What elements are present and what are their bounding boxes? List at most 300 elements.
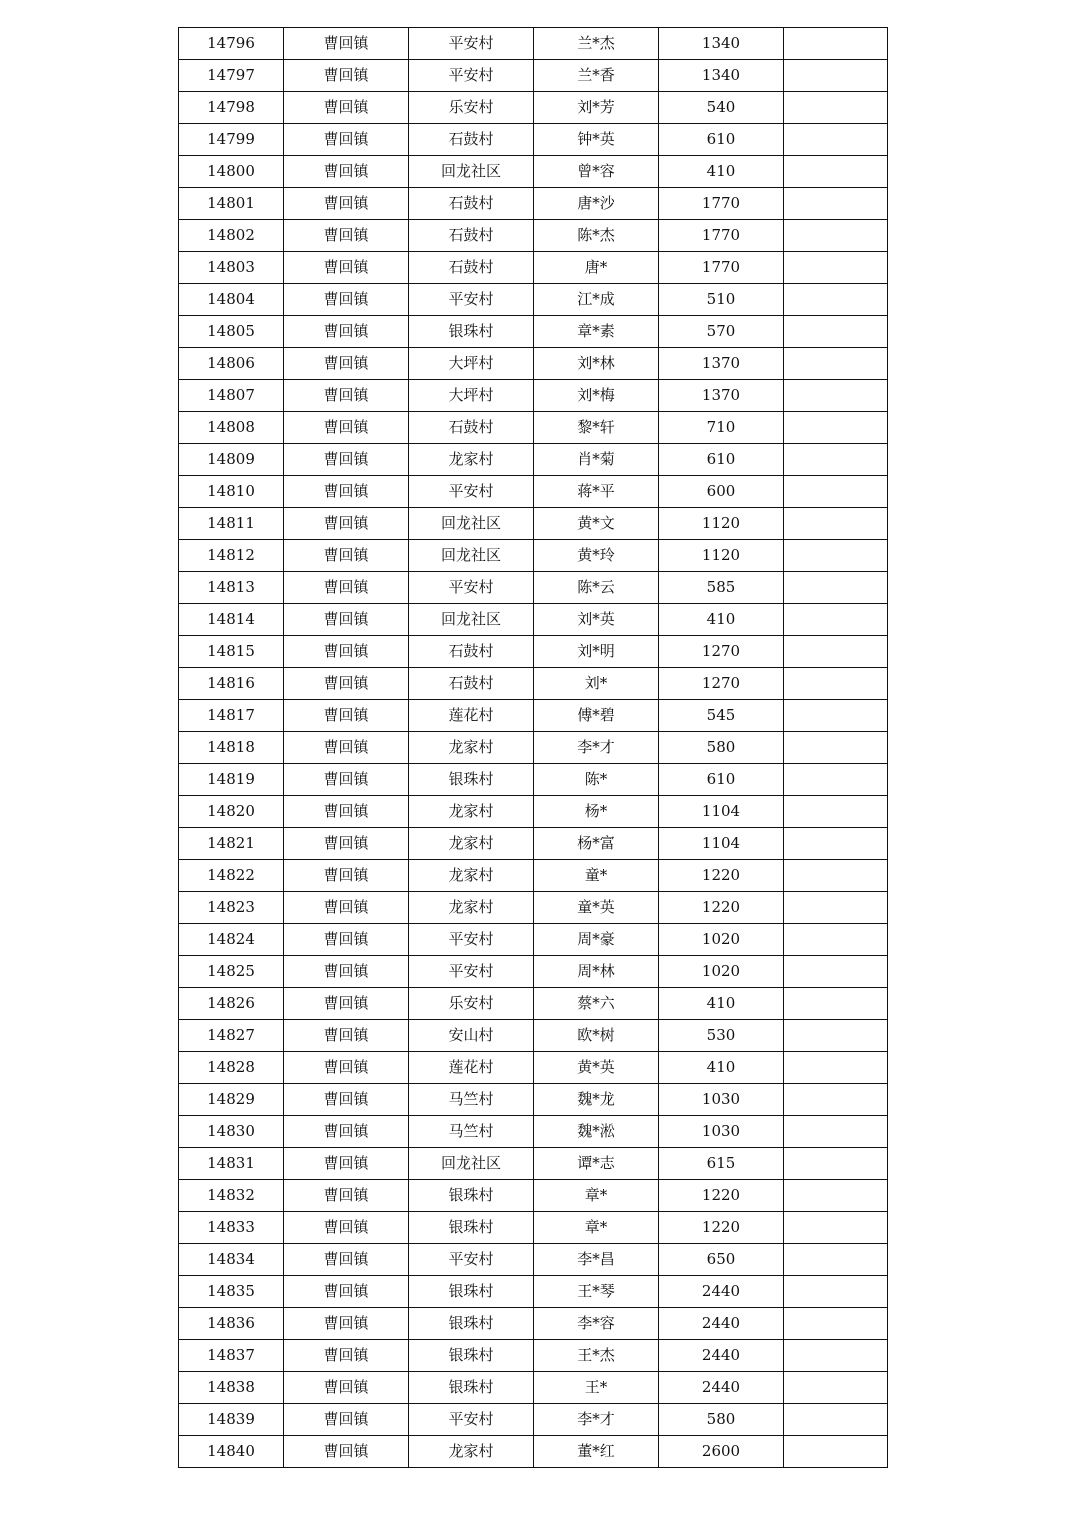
row-number-cell: 14811 <box>179 508 284 540</box>
row-number-cell: 14812 <box>179 540 284 572</box>
town-cell: 曹回镇 <box>284 1308 409 1340</box>
note-cell <box>784 476 888 508</box>
amount-cell: 1340 <box>659 28 784 60</box>
village-cell: 乐安村 <box>409 92 534 124</box>
row-number-cell: 14797 <box>179 60 284 92</box>
village-cell: 龙家村 <box>409 1436 534 1468</box>
name-cell: 刘*梅 <box>534 380 659 412</box>
row-number-cell: 14823 <box>179 892 284 924</box>
name-cell: 周*林 <box>534 956 659 988</box>
table-row <box>179 668 888 700</box>
note-cell <box>784 636 888 668</box>
table-row <box>179 380 888 412</box>
table-row <box>179 220 888 252</box>
name-cell: 章* <box>534 1180 659 1212</box>
note-cell <box>784 988 888 1020</box>
note-cell <box>784 188 888 220</box>
name-cell: 章*素 <box>534 316 659 348</box>
town-cell: 曹回镇 <box>284 284 409 316</box>
row-number-cell: 14831 <box>179 1148 284 1180</box>
village-cell: 石鼓村 <box>409 220 534 252</box>
name-cell: 陈*云 <box>534 572 659 604</box>
note-cell <box>784 1180 888 1212</box>
table-row <box>179 860 888 892</box>
name-cell: 兰*香 <box>534 60 659 92</box>
note-cell <box>784 1404 888 1436</box>
table-row <box>179 60 888 92</box>
table-row <box>179 924 888 956</box>
note-cell <box>784 892 888 924</box>
note-cell <box>784 316 888 348</box>
row-number-cell: 14826 <box>179 988 284 1020</box>
amount-cell: 610 <box>659 764 784 796</box>
table-row <box>179 348 888 380</box>
name-cell: 江*成 <box>534 284 659 316</box>
village-cell: 回龙社区 <box>409 508 534 540</box>
town-cell: 曹回镇 <box>284 156 409 188</box>
name-cell: 童*英 <box>534 892 659 924</box>
table-row <box>179 1148 888 1180</box>
row-number-cell: 14820 <box>179 796 284 828</box>
amount-cell: 2440 <box>659 1308 784 1340</box>
table-row <box>179 92 888 124</box>
table-row <box>179 1276 888 1308</box>
village-cell: 平安村 <box>409 284 534 316</box>
amount-cell: 650 <box>659 1244 784 1276</box>
note-cell <box>784 60 888 92</box>
village-cell: 银珠村 <box>409 1308 534 1340</box>
note-cell <box>784 572 888 604</box>
amount-cell: 1270 <box>659 668 784 700</box>
table-row <box>179 604 888 636</box>
name-cell: 王*琴 <box>534 1276 659 1308</box>
note-cell <box>784 732 888 764</box>
town-cell: 曹回镇 <box>284 380 409 412</box>
table-row <box>179 444 888 476</box>
row-number-cell: 14839 <box>179 1404 284 1436</box>
village-cell: 回龙社区 <box>409 604 534 636</box>
village-cell: 银珠村 <box>409 316 534 348</box>
village-cell: 石鼓村 <box>409 668 534 700</box>
town-cell: 曹回镇 <box>284 604 409 636</box>
row-number-cell: 14815 <box>179 636 284 668</box>
note-cell <box>784 252 888 284</box>
village-cell: 平安村 <box>409 1244 534 1276</box>
amount-cell: 580 <box>659 732 784 764</box>
village-cell: 龙家村 <box>409 860 534 892</box>
name-cell: 黎*轩 <box>534 412 659 444</box>
village-cell: 马竺村 <box>409 1116 534 1148</box>
table-row <box>179 796 888 828</box>
village-cell: 银珠村 <box>409 1180 534 1212</box>
note-cell <box>784 700 888 732</box>
town-cell: 曹回镇 <box>284 1020 409 1052</box>
village-cell: 平安村 <box>409 924 534 956</box>
town-cell: 曹回镇 <box>284 60 409 92</box>
town-cell: 曹回镇 <box>284 636 409 668</box>
note-cell <box>784 860 888 892</box>
town-cell: 曹回镇 <box>284 1404 409 1436</box>
amount-cell: 1030 <box>659 1084 784 1116</box>
amount-cell: 1770 <box>659 220 784 252</box>
name-cell: 杨*富 <box>534 828 659 860</box>
note-cell <box>784 220 888 252</box>
amount-cell: 545 <box>659 700 784 732</box>
amount-cell: 1020 <box>659 956 784 988</box>
table-row <box>179 124 888 156</box>
name-cell: 蔡*六 <box>534 988 659 1020</box>
row-number-cell: 14837 <box>179 1340 284 1372</box>
town-cell: 曹回镇 <box>284 476 409 508</box>
amount-cell: 410 <box>659 1052 784 1084</box>
row-number-cell: 14828 <box>179 1052 284 1084</box>
note-cell <box>784 284 888 316</box>
amount-cell: 1120 <box>659 508 784 540</box>
amount-cell: 610 <box>659 124 784 156</box>
row-number-cell: 14832 <box>179 1180 284 1212</box>
amount-cell: 540 <box>659 92 784 124</box>
row-number-cell: 14833 <box>179 1212 284 1244</box>
town-cell: 曹回镇 <box>284 572 409 604</box>
table-row <box>179 1020 888 1052</box>
table-row <box>179 828 888 860</box>
village-cell: 回龙社区 <box>409 540 534 572</box>
village-cell: 银珠村 <box>409 1212 534 1244</box>
note-cell <box>784 1372 888 1404</box>
amount-cell: 710 <box>659 412 784 444</box>
town-cell: 曹回镇 <box>284 892 409 924</box>
row-number-cell: 14829 <box>179 1084 284 1116</box>
town-cell: 曹回镇 <box>284 188 409 220</box>
town-cell: 曹回镇 <box>284 28 409 60</box>
amount-cell: 615 <box>659 1148 784 1180</box>
row-number-cell: 14827 <box>179 1020 284 1052</box>
name-cell: 陈* <box>534 764 659 796</box>
amount-cell: 1220 <box>659 860 784 892</box>
town-cell: 曹回镇 <box>284 220 409 252</box>
row-number-cell: 14807 <box>179 380 284 412</box>
table-row <box>179 1308 888 1340</box>
row-number-cell: 14802 <box>179 220 284 252</box>
table-row <box>179 1084 888 1116</box>
note-cell <box>784 1084 888 1116</box>
note-cell <box>784 412 888 444</box>
row-number-cell: 14799 <box>179 124 284 156</box>
town-cell: 曹回镇 <box>284 860 409 892</box>
row-number-cell: 14821 <box>179 828 284 860</box>
row-number-cell: 14824 <box>179 924 284 956</box>
name-cell: 李*容 <box>534 1308 659 1340</box>
town-cell: 曹回镇 <box>284 828 409 860</box>
village-cell: 平安村 <box>409 956 534 988</box>
amount-cell: 2440 <box>659 1340 784 1372</box>
table-row <box>179 476 888 508</box>
table-row <box>179 956 888 988</box>
row-number-cell: 14830 <box>179 1116 284 1148</box>
note-cell <box>784 444 888 476</box>
village-cell: 马竺村 <box>409 1084 534 1116</box>
row-number-cell: 14810 <box>179 476 284 508</box>
name-cell: 周*豪 <box>534 924 659 956</box>
town-cell: 曹回镇 <box>284 1244 409 1276</box>
village-cell: 银珠村 <box>409 764 534 796</box>
table-row <box>179 156 888 188</box>
row-number-cell: 14798 <box>179 92 284 124</box>
row-number-cell: 14817 <box>179 700 284 732</box>
table-row <box>179 1340 888 1372</box>
note-cell <box>784 1148 888 1180</box>
row-number-cell: 14800 <box>179 156 284 188</box>
village-cell: 回龙社区 <box>409 156 534 188</box>
note-cell <box>784 380 888 412</box>
table-row <box>179 1244 888 1276</box>
table-row <box>179 316 888 348</box>
town-cell: 曹回镇 <box>284 924 409 956</box>
table-row <box>179 188 888 220</box>
row-number-cell: 14840 <box>179 1436 284 1468</box>
name-cell: 刘*明 <box>534 636 659 668</box>
table-row <box>179 572 888 604</box>
name-cell: 刘*芳 <box>534 92 659 124</box>
row-number-cell: 14818 <box>179 732 284 764</box>
row-number-cell: 14814 <box>179 604 284 636</box>
amount-cell: 570 <box>659 316 784 348</box>
village-cell: 平安村 <box>409 572 534 604</box>
amount-cell: 580 <box>659 1404 784 1436</box>
amount-cell: 410 <box>659 604 784 636</box>
amount-cell: 1370 <box>659 348 784 380</box>
town-cell: 曹回镇 <box>284 1148 409 1180</box>
town-cell: 曹回镇 <box>284 252 409 284</box>
amount-cell: 1270 <box>659 636 784 668</box>
town-cell: 曹回镇 <box>284 1084 409 1116</box>
table-row <box>179 1180 888 1212</box>
town-cell: 曹回镇 <box>284 956 409 988</box>
note-cell <box>784 1020 888 1052</box>
town-cell: 曹回镇 <box>284 348 409 380</box>
row-number-cell: 14819 <box>179 764 284 796</box>
note-cell <box>784 28 888 60</box>
name-cell: 蒋*平 <box>534 476 659 508</box>
row-number-cell: 14809 <box>179 444 284 476</box>
name-cell: 肖*菊 <box>534 444 659 476</box>
table-row <box>179 1404 888 1436</box>
row-number-cell: 14796 <box>179 28 284 60</box>
note-cell <box>784 796 888 828</box>
table-row <box>179 732 888 764</box>
amount-cell: 2440 <box>659 1276 784 1308</box>
name-cell: 李*昌 <box>534 1244 659 1276</box>
table-row <box>179 252 888 284</box>
name-cell: 魏*淞 <box>534 1116 659 1148</box>
village-cell: 石鼓村 <box>409 124 534 156</box>
note-cell <box>784 540 888 572</box>
row-number-cell: 14806 <box>179 348 284 380</box>
name-cell: 唐*沙 <box>534 188 659 220</box>
amount-cell: 1370 <box>659 380 784 412</box>
village-cell: 大坪村 <box>409 348 534 380</box>
amount-cell: 1220 <box>659 1180 784 1212</box>
table-row <box>179 412 888 444</box>
village-cell: 银珠村 <box>409 1340 534 1372</box>
town-cell: 曹回镇 <box>284 1180 409 1212</box>
village-cell: 龙家村 <box>409 444 534 476</box>
table-row <box>179 1212 888 1244</box>
table-row <box>179 988 888 1020</box>
village-cell: 莲花村 <box>409 700 534 732</box>
amount-cell: 1104 <box>659 828 784 860</box>
amount-cell: 410 <box>659 156 784 188</box>
table-row <box>179 1436 888 1468</box>
amount-cell: 600 <box>659 476 784 508</box>
village-cell: 平安村 <box>409 476 534 508</box>
table-row <box>179 1052 888 1084</box>
table-row <box>179 1116 888 1148</box>
village-cell: 大坪村 <box>409 380 534 412</box>
amount-cell: 1770 <box>659 252 784 284</box>
amount-cell: 1340 <box>659 60 784 92</box>
name-cell: 傅*碧 <box>534 700 659 732</box>
note-cell <box>784 956 888 988</box>
amount-cell: 530 <box>659 1020 784 1052</box>
note-cell <box>784 1436 888 1468</box>
town-cell: 曹回镇 <box>284 732 409 764</box>
note-cell <box>784 156 888 188</box>
note-cell <box>784 828 888 860</box>
amount-cell: 1120 <box>659 540 784 572</box>
town-cell: 曹回镇 <box>284 988 409 1020</box>
note-cell <box>784 1340 888 1372</box>
table-row <box>179 284 888 316</box>
table-row <box>179 1372 888 1404</box>
name-cell: 谭*志 <box>534 1148 659 1180</box>
amount-cell: 1220 <box>659 892 784 924</box>
village-cell: 石鼓村 <box>409 188 534 220</box>
table-row <box>179 28 888 60</box>
village-cell: 银珠村 <box>409 1372 534 1404</box>
village-cell: 龙家村 <box>409 796 534 828</box>
note-cell <box>784 508 888 540</box>
village-cell: 石鼓村 <box>409 636 534 668</box>
note-cell <box>784 1052 888 1084</box>
town-cell: 曹回镇 <box>284 124 409 156</box>
village-cell: 平安村 <box>409 28 534 60</box>
name-cell: 陈*杰 <box>534 220 659 252</box>
village-cell: 石鼓村 <box>409 252 534 284</box>
town-cell: 曹回镇 <box>284 316 409 348</box>
table-row <box>179 508 888 540</box>
row-number-cell: 14825 <box>179 956 284 988</box>
row-number-cell: 14804 <box>179 284 284 316</box>
note-cell <box>784 764 888 796</box>
name-cell: 杨* <box>534 796 659 828</box>
table-row <box>179 540 888 572</box>
amount-cell: 2600 <box>659 1436 784 1468</box>
village-cell: 龙家村 <box>409 732 534 764</box>
name-cell: 董*红 <box>534 1436 659 1468</box>
town-cell: 曹回镇 <box>284 540 409 572</box>
village-cell: 回龙社区 <box>409 1148 534 1180</box>
village-cell: 龙家村 <box>409 892 534 924</box>
amount-cell: 2440 <box>659 1372 784 1404</box>
name-cell: 李*才 <box>534 1404 659 1436</box>
town-cell: 曹回镇 <box>284 508 409 540</box>
village-cell: 石鼓村 <box>409 412 534 444</box>
town-cell: 曹回镇 <box>284 1372 409 1404</box>
name-cell: 兰*杰 <box>534 28 659 60</box>
town-cell: 曹回镇 <box>284 1116 409 1148</box>
table-row <box>179 764 888 796</box>
town-cell: 曹回镇 <box>284 1276 409 1308</box>
amount-cell: 510 <box>659 284 784 316</box>
note-cell <box>784 1116 888 1148</box>
row-number-cell: 14805 <box>179 316 284 348</box>
name-cell: 唐* <box>534 252 659 284</box>
amount-cell: 1220 <box>659 1212 784 1244</box>
row-number-cell: 14808 <box>179 412 284 444</box>
village-cell: 乐安村 <box>409 988 534 1020</box>
name-cell: 刘* <box>534 668 659 700</box>
row-number-cell: 14835 <box>179 1276 284 1308</box>
name-cell: 李*才 <box>534 732 659 764</box>
name-cell: 魏*龙 <box>534 1084 659 1116</box>
name-cell: 童* <box>534 860 659 892</box>
table-body <box>179 28 888 1468</box>
town-cell: 曹回镇 <box>284 1436 409 1468</box>
note-cell <box>784 668 888 700</box>
note-cell <box>784 1244 888 1276</box>
table-row <box>179 700 888 732</box>
row-number-cell: 14816 <box>179 668 284 700</box>
town-cell: 曹回镇 <box>284 668 409 700</box>
name-cell: 黄*英 <box>534 1052 659 1084</box>
town-cell: 曹回镇 <box>284 796 409 828</box>
table-row <box>179 636 888 668</box>
name-cell: 王* <box>534 1372 659 1404</box>
name-cell: 曾*容 <box>534 156 659 188</box>
amount-cell: 1030 <box>659 1116 784 1148</box>
town-cell: 曹回镇 <box>284 1052 409 1084</box>
note-cell <box>784 1212 888 1244</box>
row-number-cell: 14803 <box>179 252 284 284</box>
village-cell: 平安村 <box>409 60 534 92</box>
name-cell: 刘*林 <box>534 348 659 380</box>
name-cell: 欧*树 <box>534 1020 659 1052</box>
note-cell <box>784 124 888 156</box>
town-cell: 曹回镇 <box>284 444 409 476</box>
village-cell: 莲花村 <box>409 1052 534 1084</box>
name-cell: 刘*英 <box>534 604 659 636</box>
village-cell: 安山村 <box>409 1020 534 1052</box>
amount-cell: 585 <box>659 572 784 604</box>
subsidy-roster-table <box>178 27 888 1468</box>
town-cell: 曹回镇 <box>284 700 409 732</box>
note-cell <box>784 604 888 636</box>
amount-cell: 410 <box>659 988 784 1020</box>
note-cell <box>784 924 888 956</box>
village-cell: 平安村 <box>409 1404 534 1436</box>
amount-cell: 1104 <box>659 796 784 828</box>
amount-cell: 610 <box>659 444 784 476</box>
town-cell: 曹回镇 <box>284 92 409 124</box>
town-cell: 曹回镇 <box>284 412 409 444</box>
note-cell <box>784 348 888 380</box>
note-cell <box>784 1308 888 1340</box>
name-cell: 黄*文 <box>534 508 659 540</box>
name-cell: 钟*英 <box>534 124 659 156</box>
name-cell: 章* <box>534 1212 659 1244</box>
village-cell: 龙家村 <box>409 828 534 860</box>
